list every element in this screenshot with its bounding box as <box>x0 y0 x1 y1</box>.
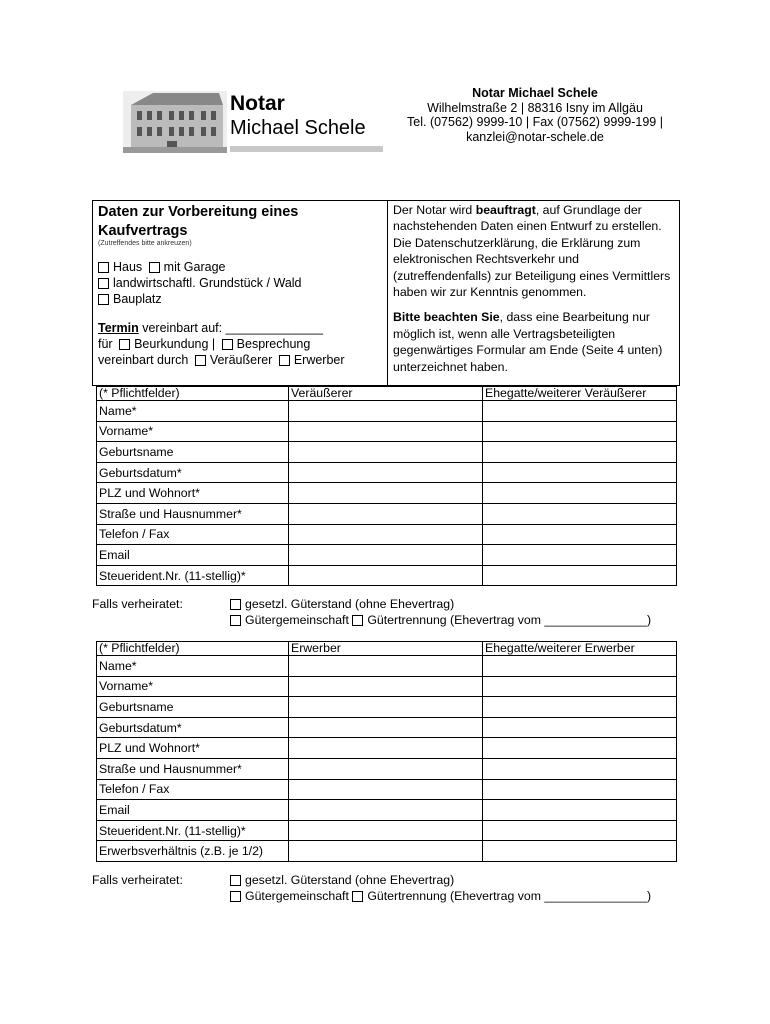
field-label: Geburtsdatum* <box>97 462 289 483</box>
spouse-value-cell[interactable] <box>483 697 677 718</box>
table-row <box>97 841 677 862</box>
contact-name: Notar Michael Schele <box>472 86 598 100</box>
married-option-row1: gesetzl. Güterstand (ohne Ehevertrag) <box>230 872 454 888</box>
bauplatz-checkbox[interactable] <box>98 294 109 305</box>
field-label: Name* <box>97 656 289 677</box>
header-cell: Veräußerer <box>289 387 483 401</box>
field-label: Erwerbsverhältnis (z.B. je 1/2) <box>97 841 289 862</box>
primary-value-cell[interactable] <box>289 421 483 442</box>
buyer-married-section <box>92 872 652 903</box>
logo-bar <box>230 146 383 152</box>
primary-value-cell[interactable] <box>289 820 483 841</box>
field-label: Straße und Hausnummer* <box>97 503 289 524</box>
contact-address: Wilhelmstraße 2 | 88316 Isny im Allgäu <box>427 100 643 115</box>
intro-divider <box>387 201 388 385</box>
primary-value-cell[interactable] <box>289 545 483 566</box>
primary-value-cell[interactable] <box>289 779 483 800</box>
field-label: Geburtsdatum* <box>97 717 289 738</box>
table-row <box>97 656 677 677</box>
field-label: PLZ und Wohnort* <box>97 483 289 504</box>
table-row <box>97 442 677 463</box>
field-label: PLZ und Wohnort* <box>97 738 289 759</box>
beurkundung-checkbox[interactable] <box>119 339 130 350</box>
married-label: Falls verheiratet: <box>92 873 183 887</box>
vereinbart-row: vereinbart durch Veräußerer Erwerber <box>98 353 345 367</box>
field-label: Name* <box>97 401 289 422</box>
primary-value-cell[interactable] <box>289 717 483 738</box>
field-label: Steuerident.Nr. (11-stellig)* <box>97 565 289 586</box>
property-type-row3: Bauplatz <box>98 291 162 307</box>
spouse-value-cell[interactable] <box>483 676 677 697</box>
spouse-value-cell[interactable] <box>483 738 677 759</box>
spouse-value-cell[interactable] <box>483 524 677 545</box>
primary-value-cell[interactable] <box>289 676 483 697</box>
table-row <box>97 524 677 545</box>
buyer-table-header <box>97 642 677 656</box>
primary-value-cell[interactable] <box>289 503 483 524</box>
property-type-row1: Haus mit Garage <box>98 259 226 275</box>
header-cell: Ehegatte/weiterer Erwerber <box>483 642 677 656</box>
primary-value-cell[interactable] <box>289 401 483 422</box>
spouse-value-cell[interactable] <box>483 758 677 779</box>
table-row <box>97 401 677 422</box>
termin-row: Termin vereinbart auf: ______________ <box>98 321 323 335</box>
married-option-row1: gesetzl. Güterstand (ohne Ehevertrag) <box>230 596 454 612</box>
erwerber-checkbox[interactable] <box>279 355 290 366</box>
field-label: Geburtsname <box>97 442 289 463</box>
primary-value-cell[interactable] <box>289 697 483 718</box>
form-title: Daten zur Vorbereitung eines Kaufvertrags <box>98 204 299 239</box>
termin-type-row: für Beurkundung | Besprechung <box>98 337 311 351</box>
primary-value-cell[interactable] <box>289 841 483 862</box>
spouse-value-cell[interactable] <box>483 421 677 442</box>
seller-table-header <box>97 387 677 401</box>
guetertrennung-checkbox[interactable] <box>352 891 363 902</box>
primary-value-cell[interactable] <box>289 758 483 779</box>
guetertrennung-checkbox[interactable] <box>352 615 363 626</box>
landwirt-checkbox[interactable] <box>98 278 109 289</box>
field-label: Email <box>97 545 289 566</box>
married-option-row2: Gütergemeinschaft Gütertrennung (Ehevertrag vom _______________) <box>230 888 651 904</box>
field-label: Vorname* <box>97 676 289 697</box>
spouse-value-cell[interactable] <box>483 462 677 483</box>
spouse-value-cell[interactable] <box>483 800 677 821</box>
table-row <box>97 676 677 697</box>
primary-value-cell[interactable] <box>289 738 483 759</box>
intro-box <box>92 200 680 386</box>
header-cell: (* Pflichtfelder) <box>97 387 289 401</box>
spouse-value-cell[interactable] <box>483 545 677 566</box>
primary-value-cell[interactable] <box>289 656 483 677</box>
table-row <box>97 545 677 566</box>
field-label: Geburtsname <box>97 697 289 718</box>
mandate-paragraph: Der Notar wird beauftragt, auf Grundlage der nachstehenden Daten einen Entwurf zu erstellen. Die Datenschutzerklärung, die Erklärung zum elektronischen Rechtsverkehr und (zutreffendenfalls) zur Beteiligung eines Vermittlers haben wir zur Kenntnis genommen. <box>393 203 671 300</box>
table-row <box>97 717 677 738</box>
header-cell: Ehegatte/weiterer Veräußerer <box>483 387 677 401</box>
property-type-row2: landwirtschaftl. Grundstück / Wald <box>98 275 302 291</box>
spouse-value-cell[interactable] <box>483 779 677 800</box>
seller-table <box>96 386 677 586</box>
guetergemeinschaft-checkbox[interactable] <box>230 615 241 626</box>
contact-phone: Tel. (07562) 9999-10 | Fax (07562) 9999-199 | <box>407 115 663 129</box>
logo-name: Michael Schele <box>230 117 366 139</box>
primary-value-cell[interactable] <box>289 524 483 545</box>
table-row <box>97 483 677 504</box>
spouse-value-cell[interactable] <box>483 401 677 422</box>
veraeusserer-checkbox[interactable] <box>195 355 206 366</box>
table-row <box>97 503 677 524</box>
married-option-row2: Gütergemeinschaft Gütertrennung (Ehevertrag vom _______________) <box>230 612 651 628</box>
table-row <box>97 738 677 759</box>
header-cell: (* Pflichtfelder) <box>97 642 289 656</box>
haus-checkbox[interactable] <box>98 262 109 273</box>
table-row <box>97 758 677 779</box>
spouse-value-cell[interactable] <box>483 442 677 463</box>
field-label: Telefon / Fax <box>97 524 289 545</box>
spouse-value-cell[interactable] <box>483 483 677 504</box>
married-label: Falls verheiratet: <box>92 597 183 611</box>
logo-title: Notar <box>230 92 285 115</box>
primary-value-cell[interactable] <box>289 565 483 586</box>
seller-married-section <box>92 596 652 627</box>
header-cell: Erwerber <box>289 642 483 656</box>
field-label: Steuerident.Nr. (11-stellig)* <box>97 820 289 841</box>
hint-text: (Zutreffendes bitte ankreuzen) <box>98 240 192 247</box>
table-row <box>97 462 677 483</box>
table-row <box>97 565 677 586</box>
note-paragraph: Bitte beachten Sie, dass eine Bearbeitung nur möglich ist, wenn alle Vertragsbeteiligten gegenwärtiges Formular am Ende (Seite 4 unten) unterzeichnet haben. <box>393 310 663 374</box>
field-label: Straße und Hausnummer* <box>97 758 289 779</box>
spouse-value-cell[interactable] <box>483 565 677 586</box>
buyer-table <box>96 641 677 862</box>
primary-value-cell[interactable] <box>289 800 483 821</box>
contact-block <box>400 86 670 144</box>
field-label: Telefon / Fax <box>97 779 289 800</box>
spouse-value-cell[interactable] <box>483 841 677 862</box>
table-row <box>97 820 677 841</box>
table-row <box>97 800 677 821</box>
spouse-value-cell[interactable] <box>483 503 677 524</box>
field-label: Vorname* <box>97 421 289 442</box>
spouse-value-cell[interactable] <box>483 656 677 677</box>
primary-value-cell[interactable] <box>289 483 483 504</box>
table-row <box>97 779 677 800</box>
garage-checkbox[interactable] <box>149 262 160 273</box>
primary-value-cell[interactable] <box>289 442 483 463</box>
table-row <box>97 421 677 442</box>
table-row <box>97 697 677 718</box>
besprechung-checkbox[interactable] <box>222 339 233 350</box>
contact-email: kanzlei@notar-schele.de <box>466 129 604 144</box>
intro-info-text <box>393 202 675 384</box>
spouse-value-cell[interactable] <box>483 820 677 841</box>
field-label: Email <box>97 800 289 821</box>
notary-building-logo <box>123 91 227 153</box>
guetergemeinschaft-checkbox[interactable] <box>230 891 241 902</box>
primary-value-cell[interactable] <box>289 462 483 483</box>
gesetzl-checkbox[interactable] <box>230 875 241 886</box>
spouse-value-cell[interactable] <box>483 717 677 738</box>
gesetzl-checkbox[interactable] <box>230 599 241 610</box>
